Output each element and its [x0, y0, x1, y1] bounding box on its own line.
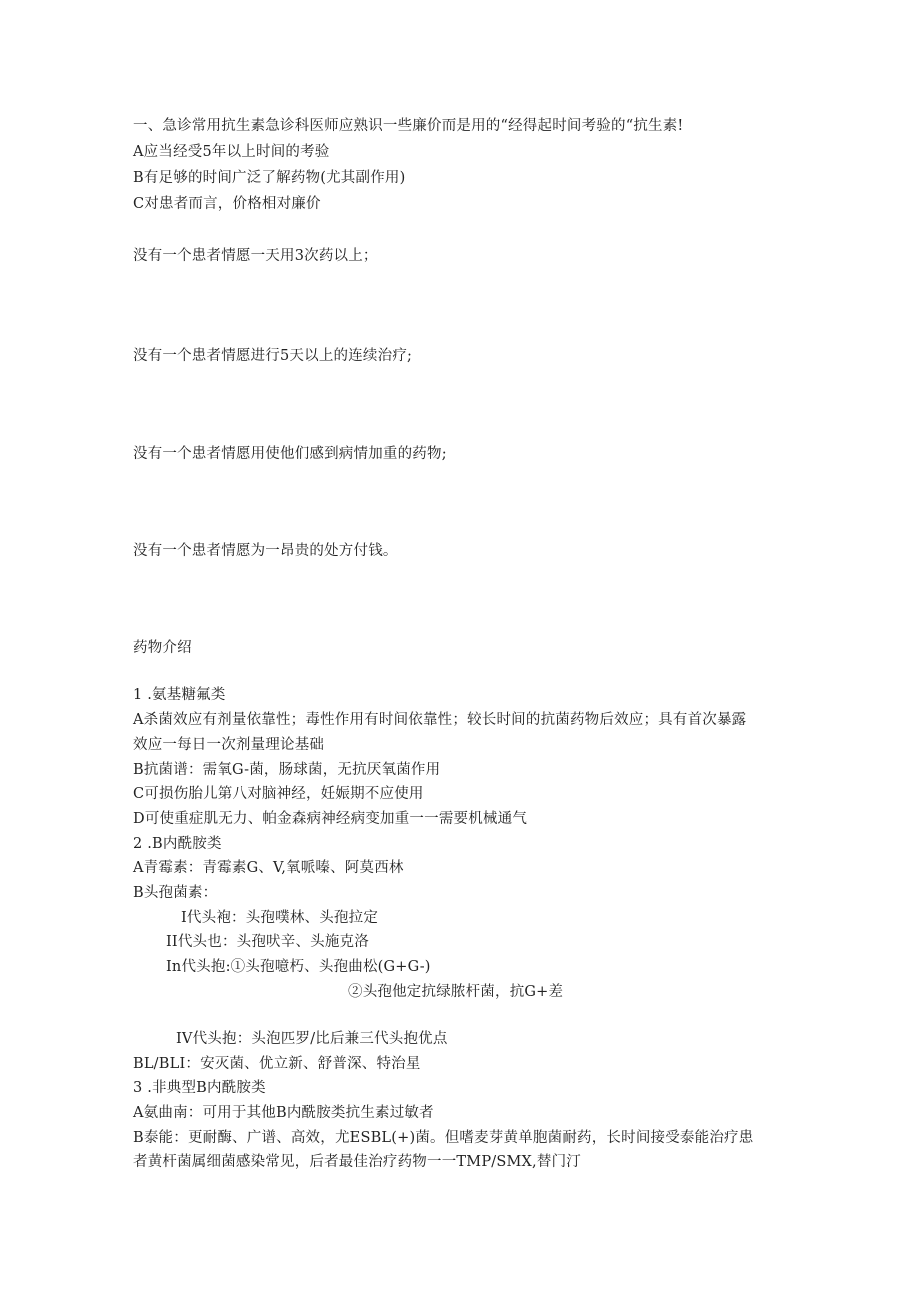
drug-line: 2 .B内酰胺类 — [133, 836, 222, 852]
patient-note-2: 没有一个患者情愿进行5天以上的连续治疗; — [133, 348, 413, 364]
patient-note-4: 没有一个患者情愿为一昂贵的处方付钱。 — [133, 543, 398, 559]
drug-line: B头孢菌素： — [133, 885, 218, 901]
drug-line: 效应一每日一次剂量理论基础 — [133, 737, 325, 753]
drug-line: C可损伤胎儿第八对脑神经，妊娠期不应使用 — [133, 786, 424, 802]
drug-line: B泰能：更耐酶、广谱、高效，尤ESBL(+)菌。但嗜麦芽黄单胞菌耐药，长时间接受泰能治疗患 — [133, 1130, 754, 1146]
drug-line: IV代头抱：头泡匹罗/比后兼三代头抱优点 — [176, 1031, 448, 1047]
drug-line: A杀菌效应有剂量依靠性；毒性作用有时间依靠性；较长时间的抗菌药物后效应；具有首次暴露 — [133, 712, 747, 728]
patient-note-3: 没有一个患者情愿用使他们感到病情加重的药物; — [133, 446, 447, 462]
drug-line: D可使重症肌无力、帕金森病神经病变加重一一需要机械通气 — [133, 811, 528, 827]
drug-line: BL/BLI：安灭菌、优立新、舒普深、特治星 — [133, 1056, 421, 1072]
section1-item-c: C对患者而言，价格相对廉价 — [133, 196, 321, 212]
drug-line: A氨曲南：可用于其他B内酰胺类抗生素过敏者 — [133, 1105, 434, 1121]
section1-item-b: B有足够的时间广泛了解药物(尤其副作用) — [133, 170, 406, 186]
drug-line: 3 .非典型B内酰胺类 — [133, 1080, 266, 1096]
section1-item-a: A应当经受5年以上时间的考验 — [133, 144, 330, 160]
drug-line: 者黄杆菌属细菌感染常见，后者最佳治疗药物一一TMP/SMX,替门汀 — [133, 1154, 581, 1170]
drug-line: B抗菌谱：需氧G-菌，肠球菌，无抗厌氧菌作用 — [133, 762, 441, 778]
drug-line: A青霉素：青霉素G、V,氧哌嗪、阿莫西林 — [133, 860, 404, 876]
patient-note-1: 没有一个患者情愿一天用3次药以上； — [133, 248, 378, 264]
drug-line: ②头孢他定抗绿脓杆菌，抗G+差 — [348, 984, 564, 1000]
drug-line: II代头也：头孢吠辛、头施克洛 — [166, 934, 369, 950]
drug-line: 1 .氨基糖氟类 — [133, 687, 226, 703]
section1-heading: 一、急诊常用抗生素急诊科医师应熟识一些廉价而是用的“经得起时间考验的“抗生素! — [133, 118, 684, 134]
drug-line: I代头袍：头孢噗林、头孢拉定 — [181, 910, 379, 926]
drug-intro-title: 药物介绍 — [133, 640, 192, 656]
drug-line: In代头抱:①头孢噫朽、头孢曲松(G+G-) — [166, 959, 431, 975]
